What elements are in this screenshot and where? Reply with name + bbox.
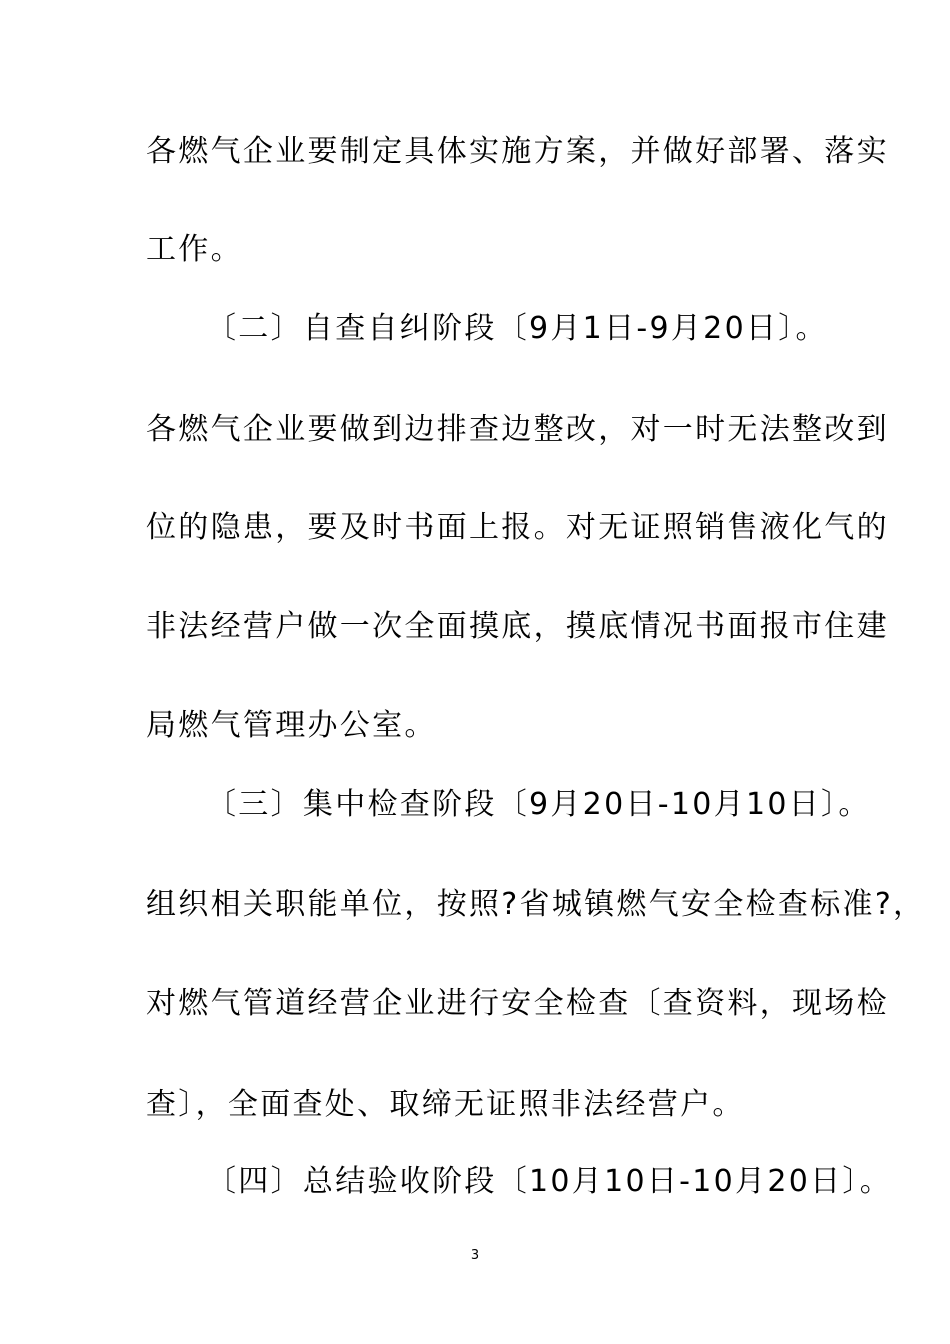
body-text-line: 位的隐患，要及时书面上报。对无证照销售液化气的 [146, 510, 889, 545]
section-heading-self-inspection: 〔二〕自查自纠阶段〔9月1日-9月20日〕。 [206, 311, 828, 346]
page-number: 3 [470, 1248, 480, 1263]
body-text-line: 局燃气管理办公室。 [146, 708, 437, 743]
body-text-line: 工作。 [146, 232, 243, 267]
body-text-line: 查〕，全面查处、取缔无证照非法经营户。 [146, 1087, 745, 1122]
section-heading-summary-acceptance: 〔四〕总结验收阶段〔10月10日-10月20日〕。 [206, 1164, 893, 1199]
section-heading-centralized-inspection: 〔三〕集中检查阶段〔9月20日-10月10日〕。 [206, 787, 871, 822]
body-text-line: 对燃气管道经营企业进行安全检查〔查资料，现场检 [146, 986, 889, 1021]
body-text-line: 各燃气企业要制定具体实施方案，并做好部署、落实 [146, 134, 889, 169]
body-text-line: 非法经营户做一次全面摸底，摸底情况书面报市住建 [146, 609, 889, 644]
body-text-line: 各燃气企业要做到边排查边整改，对一时无法整改到 [146, 412, 889, 447]
body-text-line: 组织相关职能单位，按照?省城镇燃气安全检查标准?， [146, 887, 926, 922]
